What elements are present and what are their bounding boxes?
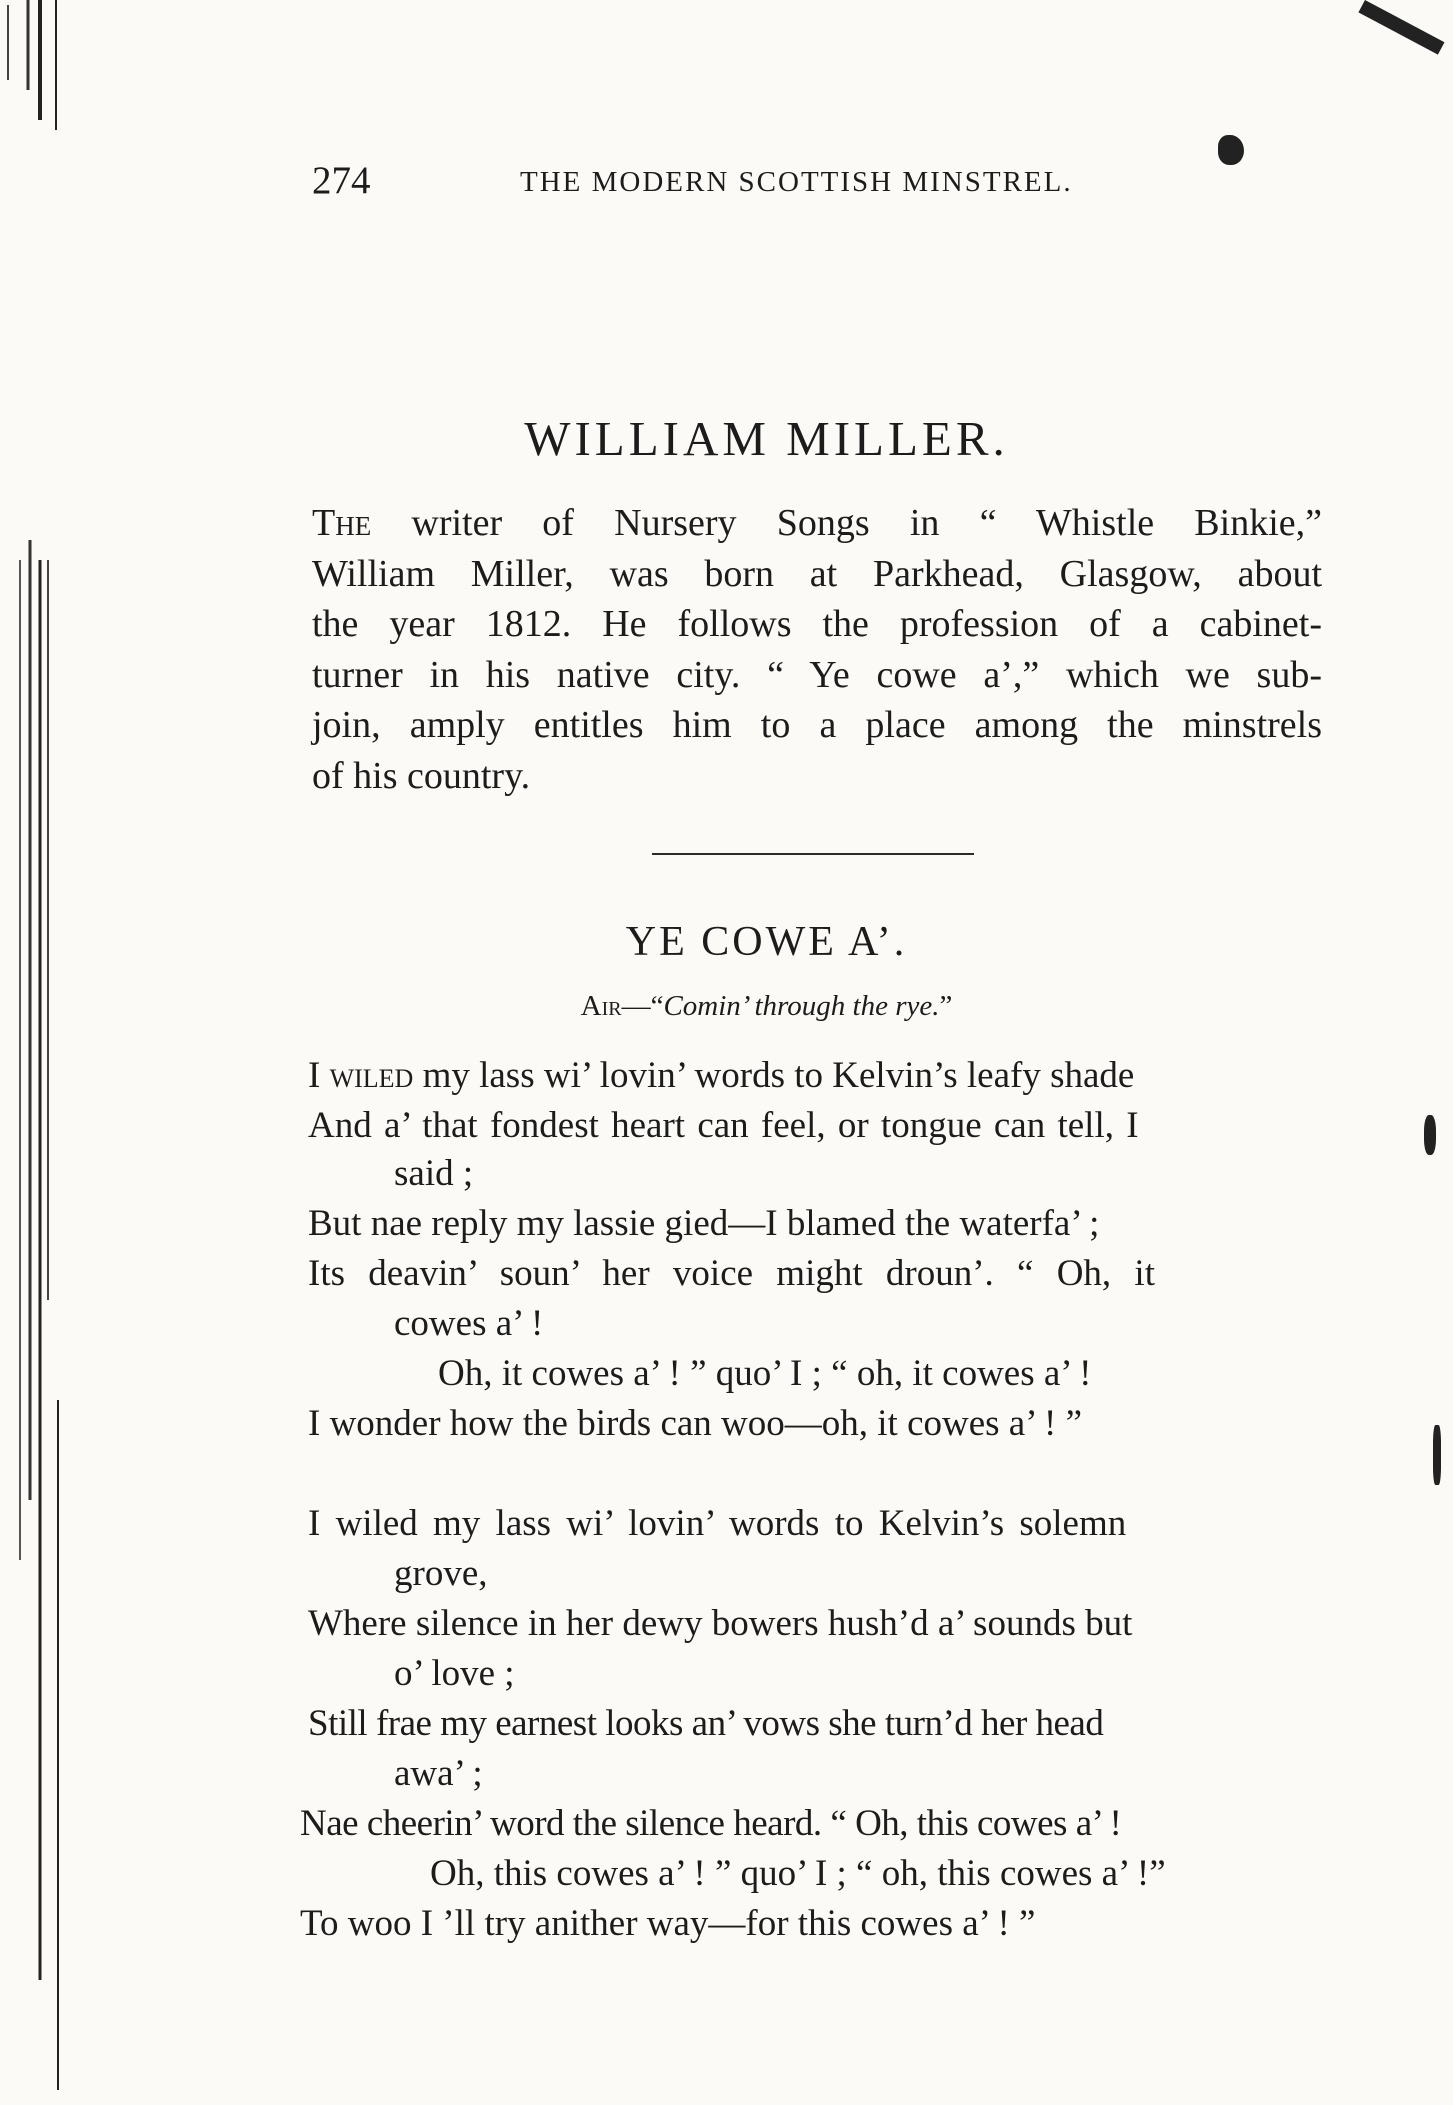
section-divider: [652, 853, 974, 855]
intro-paragraph: [312, 498, 1322, 801]
song-title: YE COWE A’.: [625, 919, 908, 965]
verse-line: grove,: [394, 1553, 488, 1594]
verse-line: said ;: [394, 1153, 474, 1194]
verse-line: Where silence in her dewy bowers hush’d a’ sounds but: [308, 1603, 1133, 1644]
verse-line: And a’ that fondest heart can feel, or tongue can tell, I: [308, 1105, 1139, 1146]
verse-line: Nae cheerin’ word the silence heard. “ Oh, this cowes a’ !: [300, 1803, 1122, 1844]
air-label: Air—“: [580, 990, 664, 1022]
ink-blot: [1358, 0, 1444, 55]
intro-line: William Miller, was born at Parkhead, Glasgow, about: [312, 552, 1322, 595]
verse-line: cowes a’ !: [394, 1303, 544, 1344]
intro-line: join, amply entitles him to a place among the minstrels: [312, 704, 1322, 746]
page-edge-marks: [0, 0, 70, 2105]
verse-line: To woo I ’ll try anither way—for this cowes a’ ! ”: [300, 1903, 1036, 1944]
intro-first-word: The: [312, 502, 372, 544]
air-line: Air—“Comin’ through the rye.”: [580, 990, 953, 1022]
ink-blot: [1433, 1425, 1441, 1485]
running-title: THE MODERN SCOTTISH MINSTREL.: [520, 166, 1073, 198]
verse-line: Oh, it cowes a’ ! ” quo’ I ; “ oh, it cowes a’ !: [438, 1353, 1092, 1394]
author-heading: WILLIAM MILLER.: [524, 411, 1009, 466]
verse-line: Its deavin’ soun’ her voice might droun’. “ Oh, it: [308, 1253, 1155, 1294]
intro-line: The writer of Nursery Songs in “ Whistle Binkie,”: [312, 502, 1322, 544]
verse-line: I wonder how the birds can woo—oh, it cowes a’ ! ”: [308, 1403, 1083, 1444]
verse-line: I wiled my lass wi’ lovin’ words to Kelvin’s leafy shade: [308, 1055, 1135, 1096]
ink-blot: [1424, 1115, 1436, 1155]
verse-line: But nae reply my lassie gied—I blamed the waterfa’ ;: [308, 1203, 1100, 1244]
verse-line: Still frae my earnest looks an’ vows she turn’d her head: [308, 1703, 1104, 1744]
running-head: [0, 158, 1453, 208]
verse-first-words: I wiled: [308, 1055, 414, 1096]
verse-line: o’ love ;: [394, 1653, 515, 1694]
page-number: 274: [312, 159, 371, 202]
intro-line: turner in his native city. “ Ye cowe a’,” which we sub-: [312, 653, 1322, 696]
verse-line: I wiled my lass wi’ lovin’ words to Kelvin’s solemn: [308, 1503, 1127, 1544]
verse-line: Oh, this cowes a’ ! ” quo’ I ; “ oh, this cowes a’ !”: [430, 1853, 1166, 1894]
air-tune: Comin’ through the rye.: [663, 990, 940, 1022]
intro-line: the year 1812. He follows the profession of a cabinet-: [312, 603, 1322, 645]
verse-line: awa’ ;: [394, 1753, 483, 1794]
intro-line: of his country.: [312, 754, 531, 797]
